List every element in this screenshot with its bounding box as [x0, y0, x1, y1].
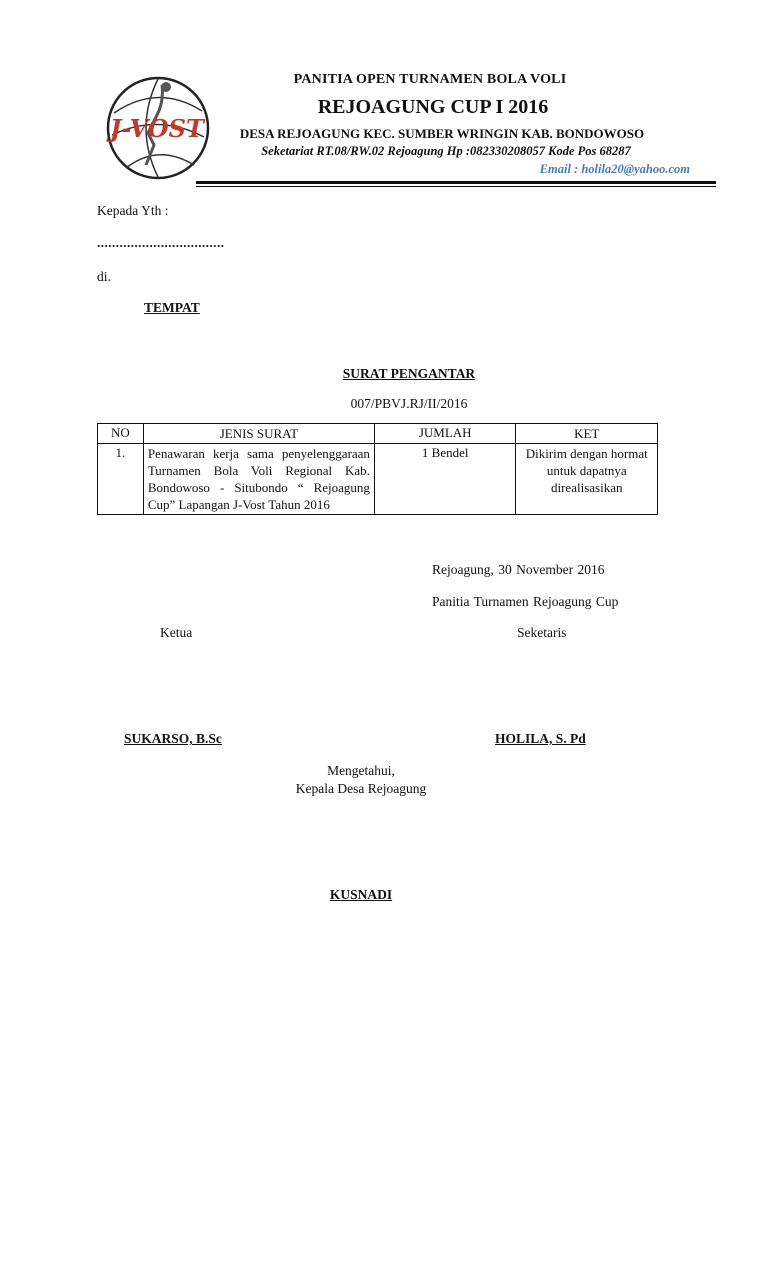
table-header-row: [98, 424, 658, 444]
letter-date: Rejoagung, 30 November 2016: [432, 562, 605, 577]
col-header-jumlah: JUMLAH: [374, 424, 516, 444]
col-header-jenis-surat: JENIS SURAT: [143, 424, 374, 444]
letterhead-event-title: REJOAGUNG CUP I 2016: [317, 96, 549, 118]
col-header-ket: KET: [516, 424, 658, 444]
letterhead-secretariat: Seketariat RT.08/RW.02 Rejoagung Hp :082330208057 Kode Pos 68287: [261, 144, 631, 158]
svg-text:J-VOST: J-VOST: [110, 114, 204, 143]
recipient-name-blank: ..................................: [97, 235, 225, 250]
letterhead-email: Email : holila20@yahoo.com: [539, 162, 690, 176]
letter-title: SURAT PENGANTAR: [342, 366, 476, 381]
recipient-place: TEMPAT: [144, 300, 200, 315]
cell-jumlah: 1 Bendel: [374, 444, 516, 515]
recipient-di: di.: [97, 269, 111, 284]
cell-no: 1.: [98, 444, 144, 515]
recipient-greeting: Kepada Yth :: [97, 203, 169, 218]
col-header-no: NO: [98, 424, 144, 444]
letterhead-rule-thick: [196, 181, 716, 184]
letterhead-address: DESA REJOAGUNG KEC. SUMBER WRINGIN KAB. BONDOWOSO: [239, 126, 645, 141]
cell-jenis-surat: Penawaran kerja sama penyelenggaraan Turnamen Bola Voli Regional Kab. Bondowoso - Situbondo “ Rejoagung Cup” Lapangan J-Vost Tahun 2016: [143, 444, 374, 515]
village-head-name: KUSNADI: [329, 887, 393, 902]
table-row: [98, 444, 658, 515]
left-signer-name: SUKARSO, B.Sc: [124, 731, 222, 746]
committee-name: Panitia Turnamen Rejoagung Cup: [432, 594, 619, 609]
letter-table: [97, 423, 658, 515]
letterhead-rule-thin: [196, 186, 716, 187]
right-signer-role: Seketaris: [517, 625, 567, 640]
letterhead-committee: PANITIA OPEN TURNAMEN BOLA VOLI: [293, 72, 567, 87]
left-signer-role: Ketua: [160, 625, 193, 640]
village-head-title: Kepala Desa Rejoagung: [295, 781, 427, 796]
right-signer-name: HOLILA, S. Pd: [495, 731, 586, 746]
acknowledge-label: Mengetahui,: [327, 763, 395, 778]
cell-ket: Dikirim dengan hormat untuk dapatnya direalisasikan: [516, 444, 658, 515]
letter-number: 007/PBVJ.RJ/II/2016: [350, 396, 468, 411]
